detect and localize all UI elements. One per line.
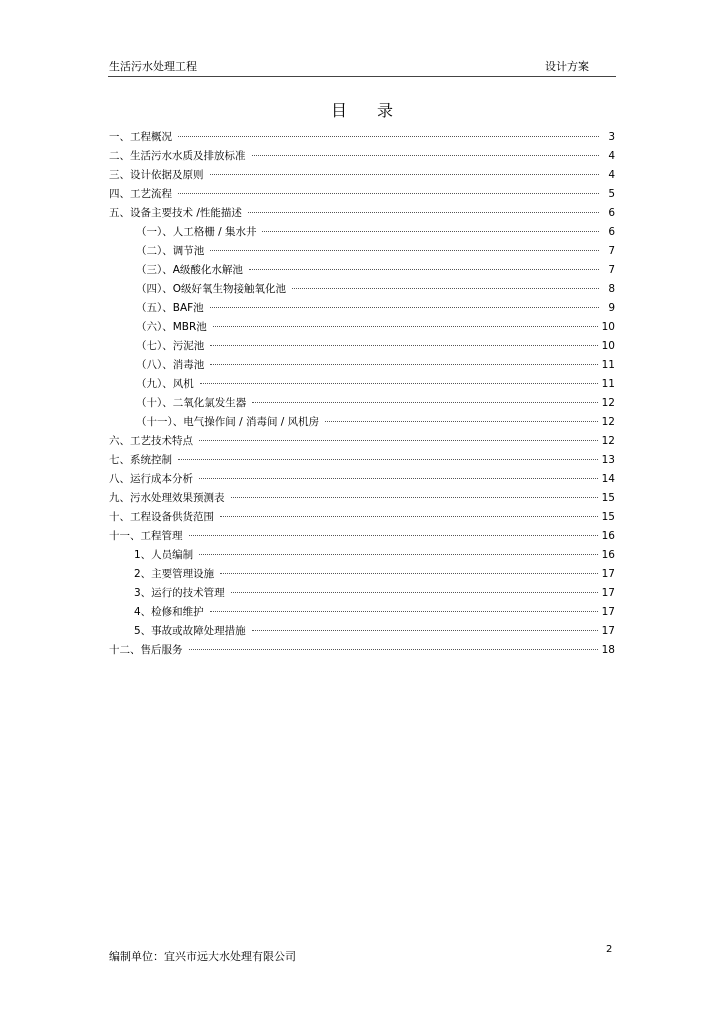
toc-entry-label: 九、污水处理效果预测表: [109, 492, 225, 504]
toc-entry[interactable]: [109, 394, 615, 413]
toc-entry-page: 12: [601, 397, 615, 409]
toc-leader-dots: [325, 421, 597, 422]
toc-leader-dots: [178, 459, 598, 460]
toc-entry[interactable]: [109, 375, 615, 394]
toc-entry-label: 八、运行成本分析: [109, 473, 193, 485]
page-header: [108, 58, 616, 77]
toc-leader-dots: [199, 440, 598, 441]
toc-entry-label: 五、设备主要技术 /性能描述: [109, 207, 242, 219]
toc-leader-dots: [210, 250, 599, 251]
toc-entry-label: 5、事故或故障处理措施: [134, 625, 246, 637]
toc-entry[interactable]: [109, 242, 615, 261]
header-project-title: 生活污水处理工程: [109, 60, 197, 73]
toc-entry-page: 15: [601, 511, 615, 523]
toc-leader-dots: [199, 478, 598, 479]
toc-entry-page: 4: [608, 169, 615, 181]
toc-title: 目录: [330, 101, 423, 120]
footer-unit: 编制单位：宜兴市远大水处理有限公司: [109, 950, 296, 963]
toc-entry-label: 3、运行的技术管理: [134, 587, 225, 599]
toc-entry-page: 11: [601, 378, 615, 390]
toc-entry-page: 18: [601, 644, 615, 656]
toc-entry[interactable]: [109, 508, 615, 527]
toc-entry-page: 12: [601, 435, 615, 447]
toc-entry-label: （九）、风机: [136, 378, 194, 390]
toc-entry[interactable]: [109, 299, 615, 318]
toc-leader-dots: [220, 573, 597, 574]
toc-leader-dots: [189, 649, 598, 650]
toc-leader-dots: [231, 497, 598, 498]
toc-entry[interactable]: [109, 603, 615, 622]
toc-leader-dots: [178, 136, 599, 137]
toc-entry-page: 17: [601, 625, 615, 637]
header-doc-type: 设计方案: [545, 60, 589, 73]
toc-entry-page: 17: [601, 587, 615, 599]
table-of-contents: [109, 128, 615, 660]
toc-entry-page: 7: [608, 264, 615, 276]
toc-entry-label: （三）、A级酸化水解池: [136, 264, 243, 276]
toc-entry-page: 9: [608, 302, 615, 314]
toc-entry-label: （四）、O级好氧生物接触氧化池: [136, 283, 287, 295]
toc-entry[interactable]: [109, 204, 615, 223]
toc-entry[interactable]: [109, 641, 615, 660]
toc-entry[interactable]: [109, 527, 615, 546]
toc-entry-label: （六）、MBR池: [136, 321, 207, 333]
toc-entry[interactable]: [109, 565, 615, 584]
toc-leader-dots: [189, 535, 598, 536]
toc-leader-dots: [210, 345, 597, 346]
toc-entry-label: 十一、工程管理: [109, 530, 183, 542]
toc-entry-label: （八）、消毒池: [136, 359, 205, 371]
toc-entry[interactable]: [109, 432, 615, 451]
toc-entry-page: 13: [601, 454, 615, 466]
toc-entry-label: （五）、BAF池: [136, 302, 204, 314]
toc-entry-label: （二）、调节池: [136, 245, 205, 257]
toc-entry-label: 一、工程概况: [109, 131, 172, 143]
toc-entry-page: 10: [601, 321, 615, 333]
toc-entry[interactable]: [109, 489, 615, 508]
toc-entry-label: （十一）、电气操作间 / 消毒间 / 风机房: [136, 416, 320, 428]
toc-entry[interactable]: [109, 356, 615, 375]
toc-leader-dots: [210, 364, 597, 365]
toc-entry-page: 14: [601, 473, 615, 485]
toc-entry-page: 17: [601, 606, 615, 618]
toc-leader-dots: [249, 269, 599, 270]
toc-entry-page: 10: [601, 340, 615, 352]
toc-entry-label: （十）、二氧化氯发生器: [136, 397, 247, 409]
toc-entry-label: 2、主要管理设施: [134, 568, 215, 580]
toc-leader-dots: [252, 630, 598, 631]
toc-entry[interactable]: [109, 223, 615, 242]
toc-entry[interactable]: [109, 622, 615, 641]
toc-entry-label: 三、设计依据及原则: [109, 169, 204, 181]
toc-leader-dots: [210, 307, 599, 308]
toc-entry[interactable]: [109, 318, 615, 337]
toc-leader-dots: [213, 326, 598, 327]
toc-leader-dots: [252, 155, 600, 156]
toc-entry-label: 六、工艺技术特点: [109, 435, 193, 447]
toc-entry-page: 4: [608, 150, 615, 162]
toc-entry[interactable]: [109, 185, 615, 204]
toc-leader-dots: [262, 231, 599, 232]
toc-entry[interactable]: [109, 413, 615, 432]
page-number: 2: [606, 944, 613, 955]
toc-leader-dots: [178, 193, 599, 194]
toc-leader-dots: [292, 288, 599, 289]
toc-entry[interactable]: [109, 128, 615, 147]
toc-entry-label: 七、系统控制: [109, 454, 172, 466]
toc-leader-dots: [231, 592, 598, 593]
toc-entry[interactable]: [109, 546, 615, 565]
toc-leader-dots: [210, 174, 600, 175]
toc-entry[interactable]: [109, 166, 615, 185]
toc-entry-label: 十、工程设备供货范围: [109, 511, 214, 523]
toc-entry[interactable]: [109, 451, 615, 470]
toc-entry-label: 二、生活污水水质及排放标准: [109, 150, 246, 162]
toc-entry-page: 3: [608, 131, 615, 143]
toc-entry-page: 6: [608, 207, 615, 219]
toc-entry-page: 7: [608, 245, 615, 257]
toc-entry-page: 16: [601, 549, 615, 561]
toc-leader-dots: [252, 402, 597, 403]
toc-entry-label: （一）、人工格栅 / 集水井: [136, 226, 257, 238]
toc-entry-label: 四、工艺流程: [109, 188, 172, 200]
toc-entry-page: 16: [601, 530, 615, 542]
toc-entry[interactable]: [109, 470, 615, 489]
toc-entry-page: 6: [608, 226, 615, 238]
toc-entry-page: 15: [601, 492, 615, 504]
toc-entry-page: 17: [601, 568, 615, 580]
toc-entry-label: （七）、污泥池: [136, 340, 205, 352]
toc-entry[interactable]: [109, 261, 615, 280]
toc-entry[interactable]: [109, 147, 615, 166]
toc-entry-page: 12: [601, 416, 615, 428]
toc-entry[interactable]: [109, 280, 615, 299]
toc-leader-dots: [220, 516, 598, 517]
toc-leader-dots: [200, 383, 598, 384]
toc-entry-label: 4、检修和维护: [134, 606, 204, 618]
toc-entry-page: 5: [608, 188, 615, 200]
toc-leader-dots: [199, 554, 597, 555]
toc-leader-dots: [210, 611, 598, 612]
toc-entry[interactable]: [109, 584, 615, 603]
toc-entry-page: 11: [601, 359, 615, 371]
toc-leader-dots: [248, 212, 599, 213]
toc-entry-page: 8: [608, 283, 615, 295]
toc-entry-label: 1、人员编制: [134, 549, 194, 561]
toc-entry-label: 十二、售后服务: [109, 644, 183, 656]
toc-entry[interactable]: [109, 337, 615, 356]
